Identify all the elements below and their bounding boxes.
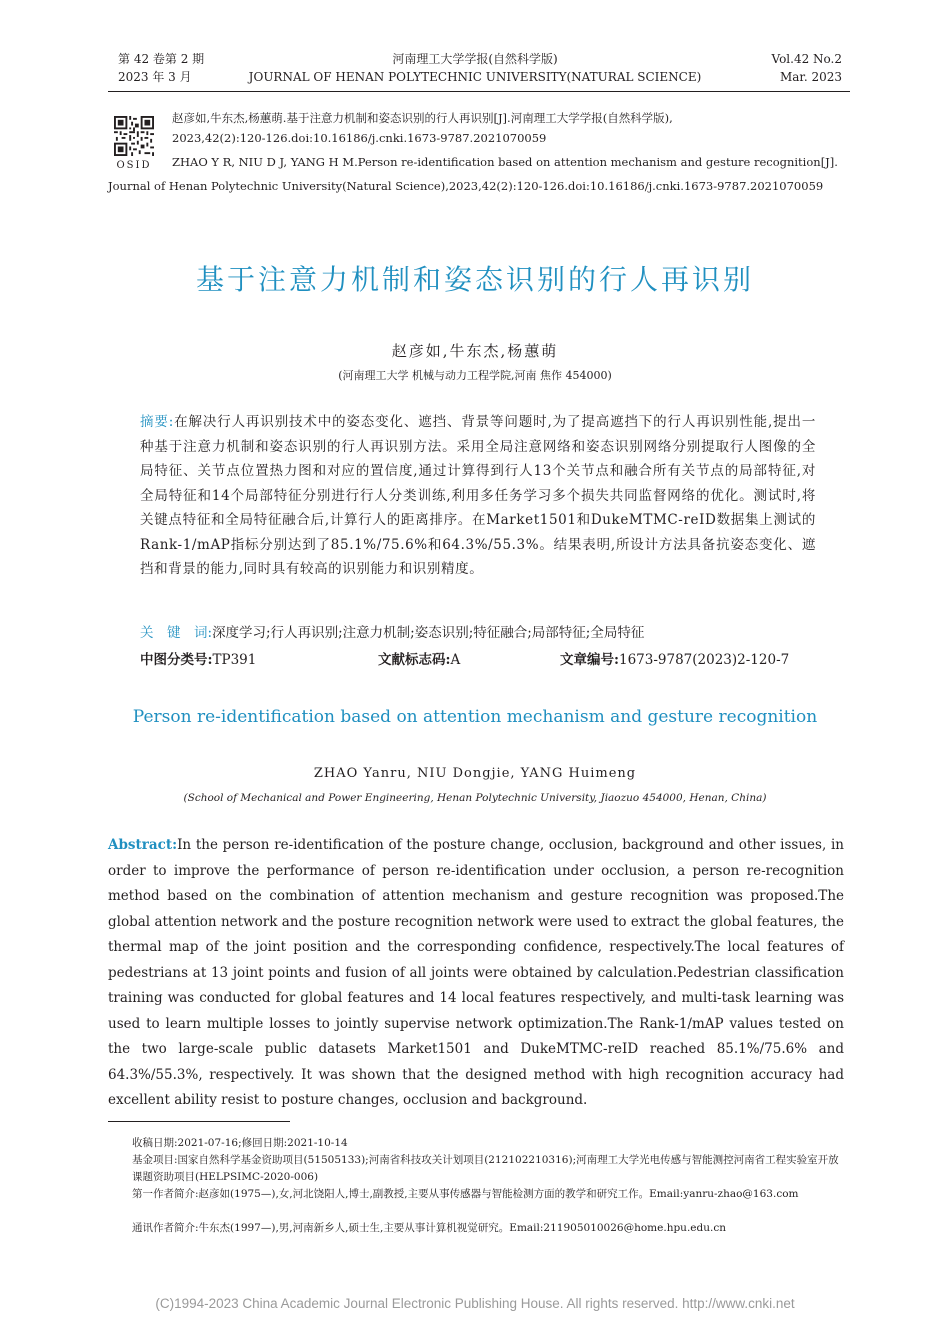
article-no-value: 1673-9787(2023)2-120-7 <box>618 652 790 668</box>
clc-value: TP391 <box>212 652 257 668</box>
article-no-item <box>560 650 789 670</box>
footnote-first-author: 第一作者简介:赵彦如(1975—),女,河北饶阳人,博士,副教授,主要从事传感器与智能检测方面的教学和研究工作。Email:yanru-zhao@163.com <box>132 1188 799 1200</box>
footnote-divider <box>108 1121 290 1122</box>
header-divider <box>108 91 850 92</box>
citation-cn <box>172 108 842 148</box>
header-volume-cn: 第 42 卷第 2 期 <box>118 52 205 66</box>
citation-cn-line1: 赵彦如,牛东杰,杨蕙萌.基于注意力机制和姿态识别的行人再识别[J].河南理工大学学报(自然科学版), <box>172 111 673 125</box>
header-volume-en: Vol.42 No.2 <box>771 52 842 66</box>
article-no-label: 文章编号: <box>560 652 619 668</box>
header-journal-en: JOURNAL OF HENAN POLYTECHNIC UNIVERSITY(NATURAL SCIENCE) <box>248 70 702 84</box>
header-date-cn: 2023 年 3 月 <box>118 70 192 84</box>
keywords-label: 关 键 词: <box>140 625 213 641</box>
affiliation-cn: (河南理工大学 机械与动力工程学院,河南 焦作 454000) <box>338 369 612 382</box>
abstract-cn <box>140 410 816 582</box>
clc-item <box>140 650 256 670</box>
header-journal-cn: 河南理工大学学报(自然科学版) <box>392 52 558 66</box>
qr-code-icon[interactable] <box>114 116 154 156</box>
clc-label: 中图分类号: <box>140 652 213 668</box>
abstract-en-label: Abstract: <box>108 837 178 853</box>
paper-title-en: Person re-identification based on attention mechanism and gesture recognition <box>132 707 818 727</box>
footnote-funding: 基金项目:国家自然科学基金资助项目(51505133);河南省科技攻关计划项目(212102210316);河南理工大学光电传感与智能测控河南省工程实验室开放课题资助项目(HELPSIMC-2020-006) <box>132 1154 839 1183</box>
authors-cn: 赵彦如,牛东杰,杨蕙萌 <box>391 342 559 360</box>
paper-title-cn: 基于注意力机制和姿态识别的行人再识别 <box>195 263 754 296</box>
abstract-cn-text: 在解决行人再识别技术中的姿态变化、遮挡、背景等问题时,为了提高遮挡下的行人再识别性能,提出一种基于注意力机制和姿态识别的行人再识别方法。采用全局注意网络和姿态识别网络分别提取行人图像的全局特征、关节点位置热力图和对应的置信度,通过计算得到行人13个关节点和融合所有关节点的局部特征,对全局特征和14个局部特征分别进行行人分类训练,利用多任务学习多个损失共同监督网络的优化。测试时,将关键点特征和全局特征融合后,计算行人的距离排序。在Market1501和DukeMTMC-reID数据集上测试的Rank-1/mAP指标分别达到了85.1%/75.6%和64.3%/55.3%。结果表明,所设计方法具备抗姿态变化、遮挡和背景的能力,同时具有较高的识别能力和识别精度。 <box>140 414 816 577</box>
abstract-en-text: In the person re-identification of the posture change, occlusion, background and other issues, in order to improve the performance of person re-identification under occlusion, a person re-recognition method based on the combination of attention mechanism and gesture recognition was proposed.The global attention network and the posture recognition network were used to extract the global features, the thermal map of the joint position and the corresponding confidence, respectively.The local features of pedestrians at 13 joint points and fusion of all joints were obtained by calculation.Pedestrian classification training was conducted for global features and 14 local features respectively, and multi-task learning was used to learn multiple losses to jointly supervise network optimization.The Rank-1/mAP values tested on the two large-scale public datasets Market1501 and DukeMTMC-reID reached 85.1%/75.6% and 64.3%/55.3%, respectively. It was shown that the designed method with high recognition accuracy had excellent ability resist to posture changes, occlusion and background. <box>108 837 844 1108</box>
keywords-text: 深度学习;行人再识别;注意力机制;姿态识别;特征融合;局部特征;全局特征 <box>212 625 645 641</box>
abstract-cn-label: 摘要: <box>140 414 174 430</box>
citation-cn-line2: 2023,42(2):120-126.doi:10.16186/j.cnki.1673-9787.2021070059 <box>172 131 547 145</box>
footnote-corresponding-author: 通讯作者简介:牛东杰(1997—),男,河南新乡人,硕士生,主要从事计算机视觉研究。Email:211905010026@home.hpu.edu.cn <box>132 1222 726 1234</box>
affiliation-en: (School of Mechanical and Power Engineering, Henan Polytechnic University, Jiaozuo 454000, Henan, China) <box>183 792 767 804</box>
abstract-en <box>108 833 844 1114</box>
footnote-received: 收稿日期:2021-07-16;修回日期:2021-10-14 <box>132 1137 348 1149</box>
keywords-row <box>140 623 816 643</box>
qr-code-label: OSID <box>116 160 152 171</box>
copyright-footer: (C)1994-2023 China Academic Journal Electronic Publishing House. All rights reserved. http://www.cnki.net <box>155 1296 795 1311</box>
citation-en-line1: ZHAO Y R, NIU D J, YANG H M.Person re-identification based on attention mechanism and gesture recognition[J]. <box>172 155 838 169</box>
doc-code-value: A <box>450 652 461 668</box>
header-issue-block <box>772 50 843 86</box>
doc-code-label: 文献标志码: <box>378 652 451 668</box>
header-date-en: Mar. 2023 <box>779 70 842 84</box>
authors-en: ZHAO Yanru, NIU Dongjie, YANG Huimeng <box>313 766 637 781</box>
citation-en-line2: Journal of Henan Polytechnic University(Natural Science),2023,42(2):120-126.doi:10.16186/j.cnki.1673-9787.2021070059 <box>108 179 824 193</box>
doc-code-item <box>378 650 460 670</box>
